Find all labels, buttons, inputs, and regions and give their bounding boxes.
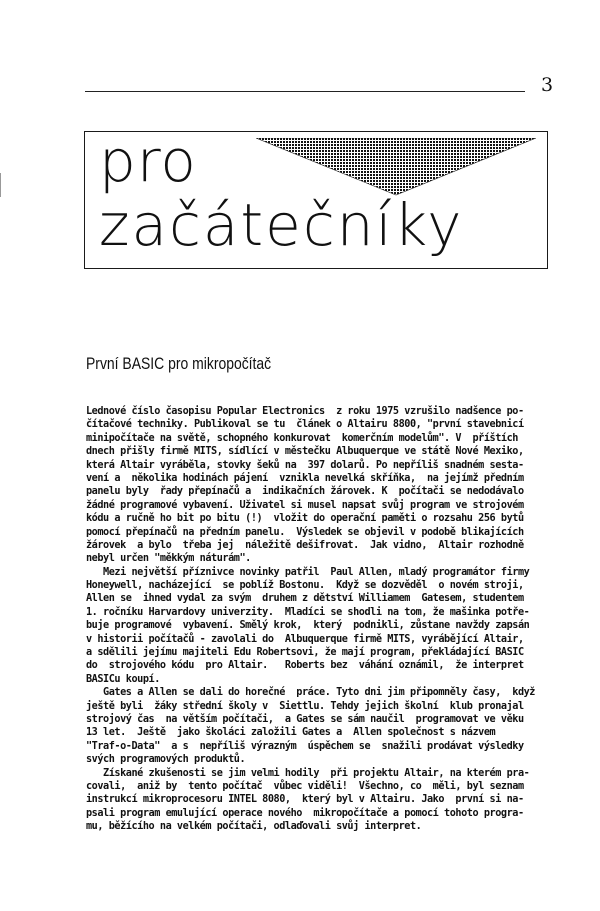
article-line: Získané zkušenosti se jim velmi hodily při projektu Altair, na kterém pra-: [86, 767, 530, 779]
article-title: První BASIC pro mikropočítač: [86, 354, 272, 373]
article-line: v historii počítačů - zavolali do Albuquerque firmě MITS, vyrábějící Altair,: [86, 633, 524, 645]
article-line: mu, běžícího na velkém počítači, odlaďovali svůj interpret.: [86, 821, 422, 833]
article-line: 1. ročníku Harvardovy univerzity. Mladíci se shodli na tom, že mašinka potře-: [86, 606, 530, 618]
article-line: ještě byli žáky střední školy v Siettlu. Tehdy jejich školní klub pronajal: [86, 700, 524, 712]
article-line: Honeywell, nacházející se poblíž Bostonu. Když se dozvěděl o novém stroji,: [86, 580, 524, 592]
article-line: Allen se ihned vydal za svým druhem z dětství Williamem Gatesem, studentem: [86, 593, 524, 605]
article-line: BASICu koupí.: [86, 673, 160, 685]
article-line: 13 let. Ještě jako školáci založili Gates a Allen společnost s názvem: [86, 727, 496, 739]
article-line: Mezi největší příznivce novinky patřil Paul Allen, mladý programátor firmy: [86, 566, 530, 578]
funnel-graphic: [256, 138, 536, 196]
article-line: žádné programové vybavení. Uživatel si musel napsat svůj program ve strojovém: [86, 499, 524, 511]
header-rule: [85, 91, 525, 92]
article-line: žárovek a bylo třeba jej náležitě dešifrovat. Jak vidno, Altair rozhodně: [86, 539, 524, 551]
page-number: 3: [541, 74, 554, 96]
article-line: pomocí přepínačů na předním panelu. Výsledek se objevil v podobě blikajících: [86, 526, 524, 538]
article-line: Lednové číslo časopisu Popular Electronics z roku 1975 vzrušilo nadšence po-: [86, 406, 524, 417]
article-line: nebyl určen "měkkým náturám".: [86, 553, 251, 565]
article-line: kódu a ručně ho bit po bitu (!) vložit do operační paměti o rozsahu 256 bytů: [86, 513, 524, 525]
article-line: instrukcí mikroprocesoru INTEL 8080, který byl v Altairu. Jako první si na-: [86, 794, 524, 806]
article-line: psali program emulující operace nového mikropočítače a pomocí tohoto progra-: [86, 807, 524, 819]
article-line: panelu byly řady přepínačů a indikačních žárovek. K počítači se nedodávalo: [86, 486, 524, 498]
article-line: dnech přišly firmě MITS, sídlící v městečku Albuquerque ve státě Nové Mexiko,: [86, 446, 524, 458]
article-line: vení a několika hodinách pájení vznikla nevelká skříňka, na jejímž předním: [86, 472, 524, 484]
article-line: do strojového kódu pro Altair. Roberts bez váhání oznámil, že interpret: [86, 660, 524, 672]
article-line: Gates a Allen se dali do horečné práce. Tyto dni jim připomněly časy, když: [86, 687, 535, 699]
article-line: buje programové vybavení. Smělý krok, který podnikli, zůstane navždy zapsán: [86, 620, 530, 632]
article-line: svých programových produktů.: [86, 754, 246, 766]
banner-line-2: začátečníky: [99, 191, 464, 259]
article-body: [86, 405, 556, 834]
section-banner: [84, 127, 548, 269]
article-line: a sdělili jejímu majiteli Edu Robertsovi, že mají program, překládající BASIC: [86, 647, 524, 659]
scan-margin-mark: [0, 173, 7, 197]
banner-line-1: pro: [99, 127, 197, 195]
article-line: která Altair vyráběla, stovky šeků na 397 dolarů. Po nepříliš snadném sesta-: [86, 459, 524, 471]
article-line: minipočítače na světě, schopného konkurovat komerčním modelům". V příštích: [86, 432, 518, 444]
article-line: covali, aniž by tento počítač vůbec viděli! Všechno, co měli, byl seznam: [86, 780, 524, 792]
article-line: "Traf-o-Data" a s nepříliš výrazným úspěchem se snažili prodávat výsledky: [86, 740, 524, 752]
article-line: čítačové techniky. Publikoval se tu článek o Altairu 8800, "první stavebnicí: [86, 419, 524, 431]
article-line: strojový čas na větším počítači, a Gates se sám naučil programovat ve věku: [86, 713, 524, 725]
